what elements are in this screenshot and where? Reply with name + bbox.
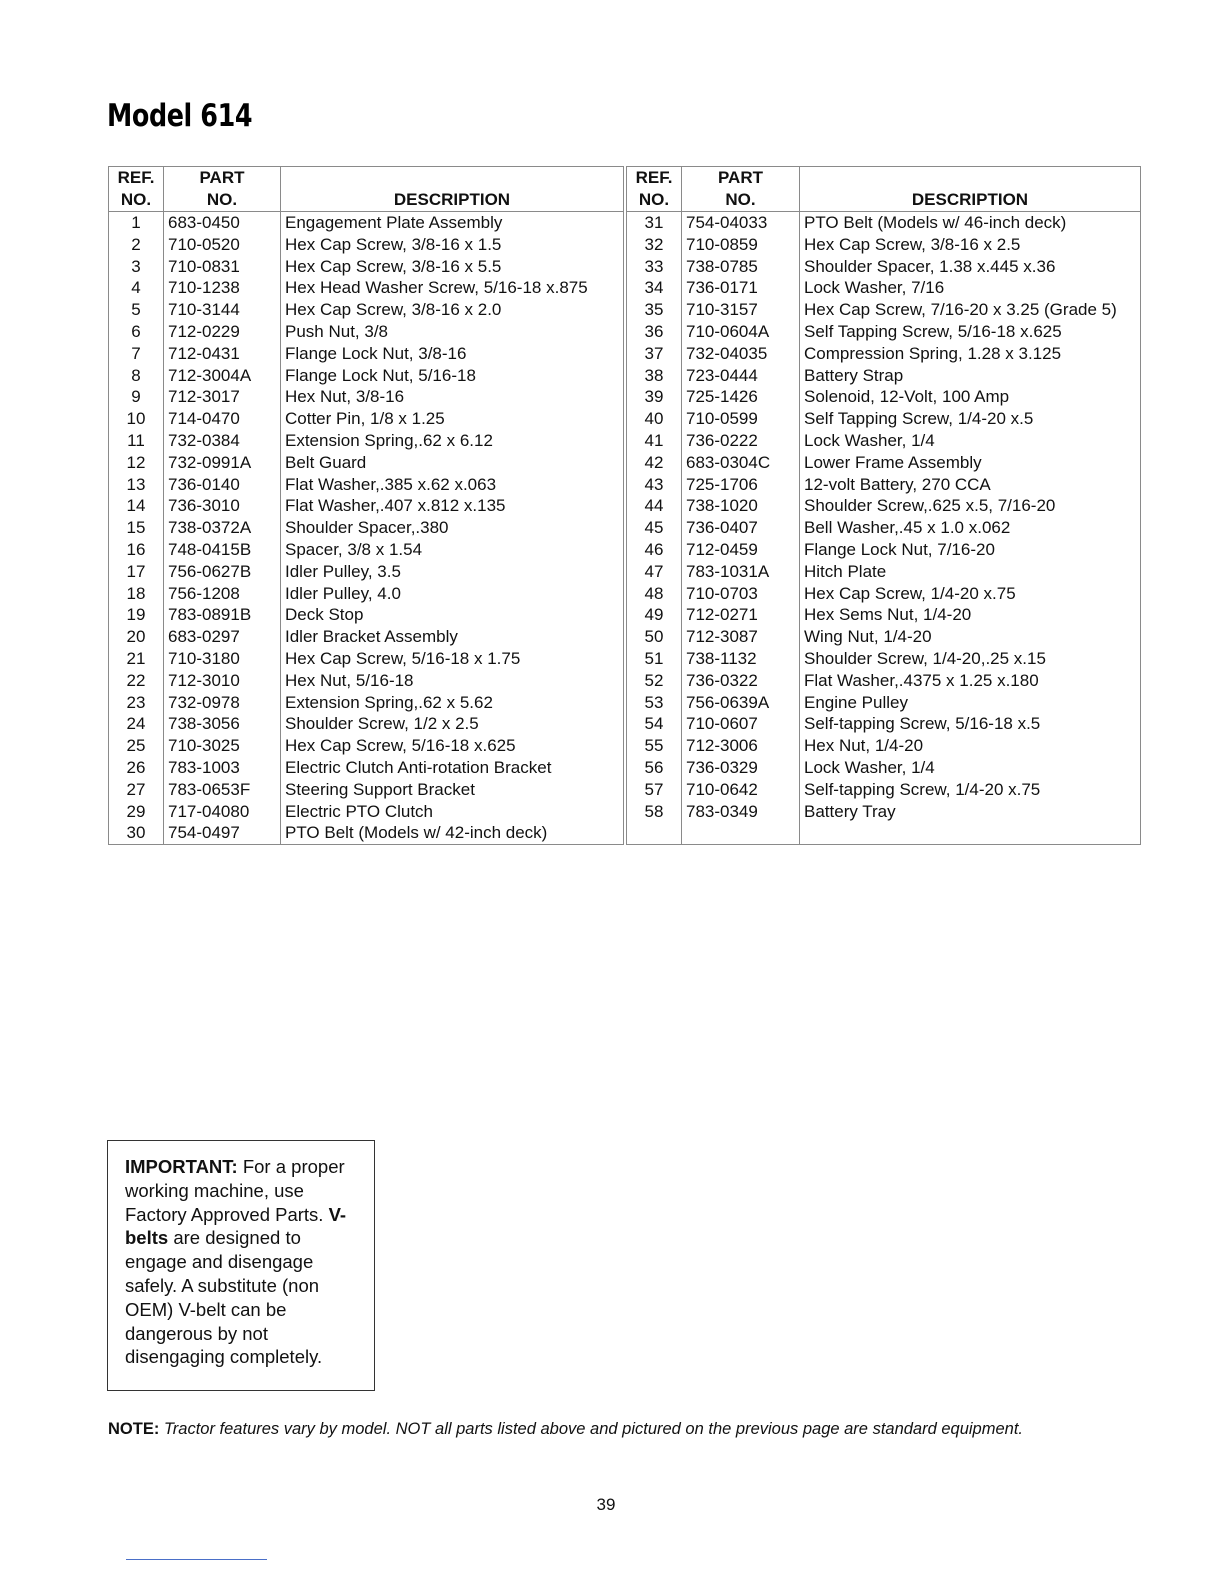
ref-no-cell: 5: [109, 299, 164, 321]
table-row: [109, 713, 624, 735]
ref-no-cell: 11: [109, 430, 164, 452]
part-no-cell: 783-0653F: [164, 779, 281, 801]
ref-no-cell: 22: [109, 670, 164, 692]
ref-no-cell: 6: [109, 321, 164, 343]
description-cell: Shoulder Screw,.625 x.5, 7/16-20: [800, 495, 1141, 517]
part-no-cell: 783-1031A: [682, 561, 800, 583]
description-cell: Idler Bracket Assembly: [281, 626, 624, 648]
ref-no-cell: 45: [627, 517, 682, 539]
table-row: [109, 386, 624, 408]
note-label: NOTE:: [108, 1420, 160, 1438]
empty-cell: [682, 822, 800, 844]
table-row: [109, 474, 624, 496]
table-row: [627, 408, 1141, 430]
part-no-cell: 710-3157: [682, 299, 800, 321]
ref-no-cell: 48: [627, 583, 682, 605]
description-cell: Electric Clutch Anti-rotation Bracket: [281, 757, 624, 779]
part-no-cell: 732-04035: [682, 343, 800, 365]
description-cell: Battery Strap: [800, 365, 1141, 387]
table-row: [627, 321, 1141, 343]
part-no-cell: 738-3056: [164, 713, 281, 735]
ref-no-cell: 39: [627, 386, 682, 408]
part-no-cell: 717-04080: [164, 801, 281, 823]
ref-no-cell: 15: [109, 517, 164, 539]
table-row: [627, 583, 1141, 605]
part-no-cell: 712-3017: [164, 386, 281, 408]
description-cell: Extension Spring,.62 x 6.12: [281, 430, 624, 452]
description-cell: Idler Pulley, 4.0: [281, 583, 624, 605]
table-row: [109, 648, 624, 670]
table-row: [627, 757, 1141, 779]
table-row: [109, 757, 624, 779]
ref-no-cell: 47: [627, 561, 682, 583]
note-text: Tractor features vary by model. NOT all parts listed above and pictured on the previous page are standard equipment.: [159, 1420, 1023, 1438]
table-row: [627, 343, 1141, 365]
table-row: [109, 234, 624, 256]
ref-no-cell: 33: [627, 256, 682, 278]
table-row: [627, 670, 1141, 692]
table-row: [109, 408, 624, 430]
table-row: [109, 299, 624, 321]
part-no-cell: 712-0229: [164, 321, 281, 343]
description-cell: PTO Belt (Models w/ 42-inch deck): [281, 822, 624, 844]
part-no-cell: 738-1132: [682, 648, 800, 670]
description-cell: Hex Cap Screw, 3/8-16 x 2.0: [281, 299, 624, 321]
description-cell: Lock Washer, 1/4: [800, 430, 1141, 452]
description-cell: Hex Nut, 1/4-20: [800, 735, 1141, 757]
part-no-cell: 732-0978: [164, 692, 281, 714]
part-no-cell: 710-1238: [164, 277, 281, 299]
table-row: [627, 212, 1141, 234]
table-row: [627, 692, 1141, 714]
important-text-continued: are designed to engage and disengage safely. A substitute (non OEM) V-belt can be dangerous by not disengaging completely.: [125, 1227, 323, 1368]
table-row: [109, 779, 624, 801]
table-row: [109, 539, 624, 561]
description-cell: Bell Washer,.45 x 1.0 x.062: [800, 517, 1141, 539]
ref-no-cell: 57: [627, 779, 682, 801]
table-row: [109, 583, 624, 605]
part-no-cell: 723-0444: [682, 365, 800, 387]
ref-no-cell: 7: [109, 343, 164, 365]
description-cell: Wing Nut, 1/4-20: [800, 626, 1141, 648]
ref-no-cell: 34: [627, 277, 682, 299]
table-row: [627, 430, 1141, 452]
page-number: 39: [596, 1495, 616, 1514]
part-no-cell: 736-0222: [682, 430, 800, 452]
table-row: [627, 365, 1141, 387]
ref-no-cell: 16: [109, 539, 164, 561]
description-cell: 12-volt Battery, 270 CCA: [800, 474, 1141, 496]
ref-no-cell: 40: [627, 408, 682, 430]
ref-no-cell: 36: [627, 321, 682, 343]
table-row: [627, 517, 1141, 539]
ref-no-cell: 54: [627, 713, 682, 735]
table-row: [109, 517, 624, 539]
ref-no-cell: 38: [627, 365, 682, 387]
ref-no-cell: 35: [627, 299, 682, 321]
part-no-cell: 712-3004A: [164, 365, 281, 387]
part-no-cell: 712-3087: [682, 626, 800, 648]
part-no-cell: 725-1426: [682, 386, 800, 408]
description-cell: Cotter Pin, 1/8 x 1.25: [281, 408, 624, 430]
ref-no-cell: 29: [109, 801, 164, 823]
part-no-cell: 732-0384: [164, 430, 281, 452]
part-no-cell: 756-1208: [164, 583, 281, 605]
ref-no-cell: 1: [109, 212, 164, 234]
description-cell: Hex Cap Screw, 3/8-16 x 2.5: [800, 234, 1141, 256]
part-no-cell: 712-0431: [164, 343, 281, 365]
part-no-cell: 710-0642: [682, 779, 800, 801]
part-no-header: PART NO.: [682, 167, 800, 212]
part-no-cell: 710-0599: [682, 408, 800, 430]
ref-no-cell: 37: [627, 343, 682, 365]
part-no-cell: 736-0171: [682, 277, 800, 299]
description-cell: Hex Nut, 3/8-16: [281, 386, 624, 408]
description-cell: Push Nut, 3/8: [281, 321, 624, 343]
description-cell: Compression Spring, 1.28 x 3.125: [800, 343, 1141, 365]
table-row: [109, 801, 624, 823]
page-title: Model 614: [107, 98, 253, 134]
ref-no-cell: 21: [109, 648, 164, 670]
table-row: [109, 822, 624, 844]
part-no-cell: 783-0349: [682, 801, 800, 823]
part-no-cell: 725-1706: [682, 474, 800, 496]
description-cell: Shoulder Screw, 1/2 x 2.5: [281, 713, 624, 735]
table-header-row: [109, 167, 624, 212]
description-cell: Self Tapping Screw, 1/4-20 x.5: [800, 408, 1141, 430]
description-cell: Self Tapping Screw, 5/16-18 x.625: [800, 321, 1141, 343]
description-cell: Engagement Plate Assembly: [281, 212, 624, 234]
part-no-cell: 783-0891B: [164, 604, 281, 626]
description-cell: Hitch Plate: [800, 561, 1141, 583]
part-no-cell: 710-0703: [682, 583, 800, 605]
table-row: [627, 386, 1141, 408]
ref-no-cell: 49: [627, 604, 682, 626]
ref-no-header: REF. NO.: [627, 167, 682, 212]
important-notice-box: [107, 1140, 375, 1391]
description-cell: Idler Pulley, 3.5: [281, 561, 624, 583]
description-header: DESCRIPTION: [281, 167, 624, 212]
table-row: [627, 495, 1141, 517]
part-no-cell: 683-0304C: [682, 452, 800, 474]
ref-no-cell: 27: [109, 779, 164, 801]
ref-no-cell: 9: [109, 386, 164, 408]
ref-no-cell: 4: [109, 277, 164, 299]
table-row: [109, 212, 624, 234]
ref-no-cell: 31: [627, 212, 682, 234]
description-cell: Flange Lock Nut, 3/8-16: [281, 343, 624, 365]
description-cell: Lower Frame Assembly: [800, 452, 1141, 474]
description-cell: Flange Lock Nut, 5/16-18: [281, 365, 624, 387]
description-cell: Hex Head Washer Screw, 5/16-18 x.875: [281, 277, 624, 299]
part-no-cell: 710-3025: [164, 735, 281, 757]
ref-no-cell: 24: [109, 713, 164, 735]
ref-no-cell: 56: [627, 757, 682, 779]
part-no-cell: 732-0991A: [164, 452, 281, 474]
description-cell: Hex Cap Screw, 5/16-18 x.625: [281, 735, 624, 757]
part-no-cell: 712-3010: [164, 670, 281, 692]
description-cell: Deck Stop: [281, 604, 624, 626]
part-no-cell: 748-0415B: [164, 539, 281, 561]
table-row: [627, 474, 1141, 496]
description-cell: Hex Cap Screw, 3/8-16 x 1.5: [281, 234, 624, 256]
table-row: [627, 539, 1141, 561]
ref-no-cell: 52: [627, 670, 682, 692]
table-row: [109, 452, 624, 474]
ref-no-cell: 18: [109, 583, 164, 605]
ref-no-cell: 13: [109, 474, 164, 496]
part-no-cell: 736-3010: [164, 495, 281, 517]
description-cell: Solenoid, 12-Volt, 100 Amp: [800, 386, 1141, 408]
description-cell: Lock Washer, 1/4: [800, 757, 1141, 779]
ref-no-cell: 17: [109, 561, 164, 583]
part-no-cell: 710-3144: [164, 299, 281, 321]
vbelts-label: V-belts: [125, 1203, 347, 1249]
footer-rule: [126, 1559, 267, 1560]
description-header: DESCRIPTION: [800, 167, 1141, 212]
part-no-cell: 710-0604A: [682, 321, 800, 343]
table-row: [109, 604, 624, 626]
table-row: [627, 234, 1141, 256]
description-cell: Electric PTO Clutch: [281, 801, 624, 823]
table-row: [109, 256, 624, 278]
description-cell: Shoulder Spacer,.380: [281, 517, 624, 539]
table-row: [627, 561, 1141, 583]
table-row: [109, 495, 624, 517]
empty-cell: [627, 822, 682, 844]
table-row: [109, 343, 624, 365]
ref-no-cell: 42: [627, 452, 682, 474]
table-row: [109, 626, 624, 648]
part-no-cell: 714-0470: [164, 408, 281, 430]
description-cell: Flat Washer,.4375 x 1.25 x.180: [800, 670, 1141, 692]
table-header-row: [627, 167, 1141, 212]
ref-no-cell: 23: [109, 692, 164, 714]
part-no-cell: 710-0607: [682, 713, 800, 735]
part-no-cell: 754-04033: [682, 212, 800, 234]
table-row: [109, 321, 624, 343]
ref-no-cell: 20: [109, 626, 164, 648]
part-no-cell: 736-0407: [682, 517, 800, 539]
ref-no-cell: 46: [627, 539, 682, 561]
ref-no-header: REF. NO.: [109, 167, 164, 212]
part-no-cell: 712-0271: [682, 604, 800, 626]
description-cell: Steering Support Bracket: [281, 779, 624, 801]
description-cell: Shoulder Screw, 1/4-20,.25 x.15: [800, 648, 1141, 670]
ref-no-cell: 55: [627, 735, 682, 757]
description-cell: Hex Cap Screw, 3/8-16 x 5.5: [281, 256, 624, 278]
description-cell: Flange Lock Nut, 7/16-20: [800, 539, 1141, 561]
ref-no-cell: 8: [109, 365, 164, 387]
ref-no-cell: 44: [627, 495, 682, 517]
ref-no-cell: 43: [627, 474, 682, 496]
table-row: [627, 648, 1141, 670]
description-cell: Battery Tray: [800, 801, 1141, 823]
part-no-cell: 710-0859: [682, 234, 800, 256]
table-row: [109, 561, 624, 583]
table-row: [627, 256, 1141, 278]
ref-no-cell: 10: [109, 408, 164, 430]
table-row: [627, 452, 1141, 474]
table-row: [627, 779, 1141, 801]
ref-no-cell: 26: [109, 757, 164, 779]
ref-no-cell: 51: [627, 648, 682, 670]
description-cell: Spacer, 3/8 x 1.54: [281, 539, 624, 561]
ref-no-cell: 3: [109, 256, 164, 278]
table-row: [627, 801, 1141, 823]
part-no-cell: 736-0140: [164, 474, 281, 496]
description-cell: Extension Spring,.62 x 5.62: [281, 692, 624, 714]
table-row: [109, 692, 624, 714]
part-no-cell: 738-0785: [682, 256, 800, 278]
table-row: [109, 735, 624, 757]
ref-no-cell: 53: [627, 692, 682, 714]
parts-table-right: [626, 166, 1141, 845]
part-no-cell: 710-0831: [164, 256, 281, 278]
part-no-cell: 738-0372A: [164, 517, 281, 539]
description-cell: Lock Washer, 7/16: [800, 277, 1141, 299]
ref-no-cell: 2: [109, 234, 164, 256]
ref-no-cell: 12: [109, 452, 164, 474]
description-cell: Hex Cap Screw, 1/4-20 x.75: [800, 583, 1141, 605]
empty-cell: [800, 822, 1141, 844]
part-no-cell: 754-0497: [164, 822, 281, 844]
description-cell: Hex Sems Nut, 1/4-20: [800, 604, 1141, 626]
part-no-cell: 683-0297: [164, 626, 281, 648]
important-label: IMPORTANT:: [125, 1156, 238, 1177]
parts-table-right-body: [627, 212, 1141, 845]
description-cell: Hex Cap Screw, 7/16-20 x 3.25 (Grade 5): [800, 299, 1141, 321]
ref-no-cell: 32: [627, 234, 682, 256]
part-no-cell: 756-0627B: [164, 561, 281, 583]
part-no-cell: 736-0322: [682, 670, 800, 692]
footnote: [108, 1420, 1128, 1439]
part-no-cell: 683-0450: [164, 212, 281, 234]
ref-no-cell: 25: [109, 735, 164, 757]
part-no-cell: 712-3006: [682, 735, 800, 757]
table-row: [109, 277, 624, 299]
description-cell: Shoulder Spacer, 1.38 x.445 x.36: [800, 256, 1141, 278]
part-no-cell: 783-1003: [164, 757, 281, 779]
part-no-cell: 736-0329: [682, 757, 800, 779]
table-row: [109, 670, 624, 692]
description-cell: Hex Cap Screw, 5/16-18 x 1.75: [281, 648, 624, 670]
table-row: [627, 735, 1141, 757]
part-no-cell: 710-0520: [164, 234, 281, 256]
description-cell: Engine Pulley: [800, 692, 1141, 714]
ref-no-cell: 41: [627, 430, 682, 452]
description-cell: Belt Guard: [281, 452, 624, 474]
table-row: [627, 713, 1141, 735]
ref-no-cell: 30: [109, 822, 164, 844]
description-cell: Flat Washer,.407 x.812 x.135: [281, 495, 624, 517]
table-row: [109, 365, 624, 387]
description-cell: Hex Nut, 5/16-18: [281, 670, 624, 692]
description-cell: Flat Washer,.385 x.62 x.063: [281, 474, 624, 496]
ref-no-cell: 14: [109, 495, 164, 517]
table-row: [109, 430, 624, 452]
table-row: [627, 626, 1141, 648]
table-row: [627, 299, 1141, 321]
important-text: For a proper working machine, use Factory Approved Parts.: [125, 1156, 345, 1225]
part-no-cell: 712-0459: [682, 539, 800, 561]
table-filler-row: [627, 822, 1141, 844]
ref-no-cell: 58: [627, 801, 682, 823]
ref-no-cell: 50: [627, 626, 682, 648]
table-row: [627, 277, 1141, 299]
description-cell: Self-tapping Screw, 5/16-18 x.5: [800, 713, 1141, 735]
part-no-header: PART NO.: [164, 167, 281, 212]
part-no-cell: 710-3180: [164, 648, 281, 670]
part-no-cell: 756-0639A: [682, 692, 800, 714]
parts-table-left: [108, 166, 624, 845]
table-row: [627, 604, 1141, 626]
description-cell: Self-tapping Screw, 1/4-20 x.75: [800, 779, 1141, 801]
part-no-cell: 738-1020: [682, 495, 800, 517]
ref-no-cell: 19: [109, 604, 164, 626]
parts-table-left-body: [109, 212, 624, 845]
description-cell: PTO Belt (Models w/ 46-inch deck): [800, 212, 1141, 234]
